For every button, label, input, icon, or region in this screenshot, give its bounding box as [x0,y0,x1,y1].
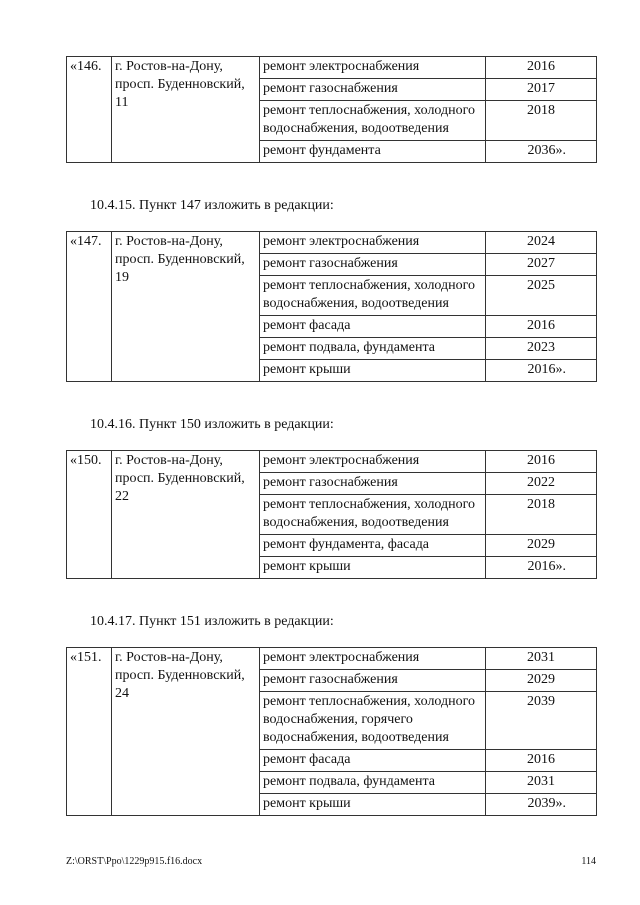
work-year: 2024 [486,232,597,254]
work-year: 2017 [486,79,597,101]
work-type: ремонт фасада [260,750,486,772]
work-year: 2022 [486,473,597,495]
work-type: ремонт газоснабжения [260,473,486,495]
paragraph-10-4-16: 10.4.16. Пункт 150 изложить в редакции: [90,417,334,432]
item-number: «147. [67,232,112,382]
table-item-151 [66,647,597,816]
paragraph-10-4-17: 10.4.17. Пункт 151 изложить в редакции: [90,614,334,629]
work-year: 2031 [486,648,597,670]
work-year: 2018 [486,101,597,141]
item-number: «151. [67,648,112,816]
work-type: ремонт электроснабжения [260,451,486,473]
work-type: ремонт теплоснабжения, холодного водоснабжения, водоотведения [260,276,486,316]
work-year: 2025 [486,276,597,316]
item-address: г. Ростов-на-Дону, просп. Буденновский, 19 [112,232,260,382]
footer-page-number: 114 [581,856,596,867]
work-type: ремонт электроснабжения [260,57,486,79]
item-address: г. Ростов-на-Дону, просп. Буденновский, 24 [112,648,260,816]
work-type: ремонт газоснабжения [260,670,486,692]
work-type: ремонт крыши [260,360,486,382]
work-year: 2029 [486,535,597,557]
work-type: ремонт подвала, фундамента [260,338,486,360]
work-type: ремонт фасада [260,316,486,338]
work-year: 2016 [486,451,597,473]
work-type: ремонт теплоснабжения, холодного водоснабжения, горячего водоснабжения, водоотведения [260,692,486,750]
table-item-150 [66,450,597,579]
work-type: ремонт электроснабжения [260,648,486,670]
work-type: ремонт крыши [260,794,486,816]
footer-file-path: Z:\ORST\Ppo\1229p915.f16.docx [66,856,203,867]
work-year: 2018 [486,495,597,535]
work-year: 2031 [486,772,597,794]
work-year: 2016 [486,316,597,338]
work-year: 2036». [486,141,597,163]
work-year: 2029 [486,670,597,692]
work-type: ремонт крыши [260,557,486,579]
work-type: ремонт теплоснабжения, холодного водоснабжения, водоотведения [260,101,486,141]
work-year: 2016». [486,557,597,579]
work-type: ремонт газоснабжения [260,254,486,276]
table-item-146 [66,56,597,163]
item-number: «146. [67,57,112,163]
item-address: г. Ростов-на-Дону, просп. Буденновский, 11 [112,57,260,163]
work-type: ремонт теплоснабжения, холодного водоснабжения, водоотведения [260,495,486,535]
item-address: г. Ростов-на-Дону, просп. Буденновский, 22 [112,451,260,579]
work-year: 2016 [486,750,597,772]
work-year: 2023 [486,338,597,360]
work-type: ремонт фундамента [260,141,486,163]
work-year: 2016». [486,360,597,382]
item-number: «150. [67,451,112,579]
work-year: 2016 [486,57,597,79]
paragraph-10-4-15: 10.4.15. Пункт 147 изложить в редакции: [90,198,334,213]
work-year: 2027 [486,254,597,276]
work-type: ремонт фундамента, фасада [260,535,486,557]
work-type: ремонт электроснабжения [260,232,486,254]
work-type: ремонт газоснабжения [260,79,486,101]
work-year: 2039 [486,692,597,750]
work-year: 2039». [486,794,597,816]
work-type: ремонт подвала, фундамента [260,772,486,794]
table-item-147 [66,231,597,382]
